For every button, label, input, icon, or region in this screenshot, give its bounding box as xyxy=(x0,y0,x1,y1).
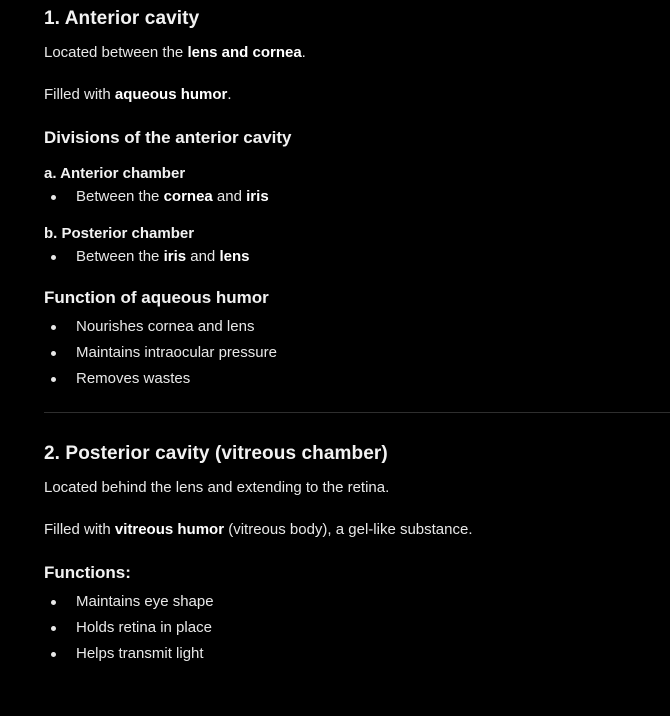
list-item: Helps transmit light xyxy=(44,641,670,667)
aqueous-humor-bold: aqueous humor xyxy=(114,86,228,103)
list-item: Removes wastes xyxy=(44,366,670,392)
aqueous-function-list xyxy=(44,314,670,392)
anterior-filled-text: Filled with aqueous humor. xyxy=(44,86,232,103)
list-item: Between the iris and lens xyxy=(44,244,670,270)
list-item: Holds retina in place xyxy=(44,615,670,641)
anterior-chamber-heading: a. Anterior chamber xyxy=(44,165,186,182)
aqueous-function-heading: Function of aqueous humor xyxy=(44,288,269,307)
vitreous-humor-bold: vitreous humor xyxy=(114,521,225,538)
list-item: Maintains intraocular pressure xyxy=(44,340,670,366)
list-item: Nourishes cornea and lens xyxy=(44,314,670,340)
list-item: Maintains eye shape xyxy=(44,589,670,615)
anterior-cavity-section xyxy=(44,6,670,392)
posterior-filled-text: Filled with vitreous humor (vitreous body), a gel-like substance. xyxy=(44,521,473,538)
anterior-chamber-list xyxy=(44,184,670,210)
anterior-location-text: Located between the lens and cornea. xyxy=(44,44,306,61)
divisions-heading: Divisions of the anterior cavity xyxy=(44,128,292,147)
posterior-cavity-section xyxy=(44,441,670,667)
posterior-chamber-list xyxy=(44,244,670,270)
lens-and-cornea-bold: lens and cornea xyxy=(187,44,302,61)
list-item: Between the cornea and iris xyxy=(44,184,670,210)
posterior-location-text: Located behind the lens and extending to the retina. xyxy=(44,479,390,496)
anterior-cavity-title: 1. Anterior cavity xyxy=(44,8,200,29)
posterior-chamber-heading: b. Posterior chamber xyxy=(44,225,195,242)
posterior-cavity-title: 2. Posterior cavity (vitreous chamber) xyxy=(44,443,388,464)
vitreous-functions-list xyxy=(44,589,670,667)
vitreous-functions-heading: Functions: xyxy=(44,563,131,582)
